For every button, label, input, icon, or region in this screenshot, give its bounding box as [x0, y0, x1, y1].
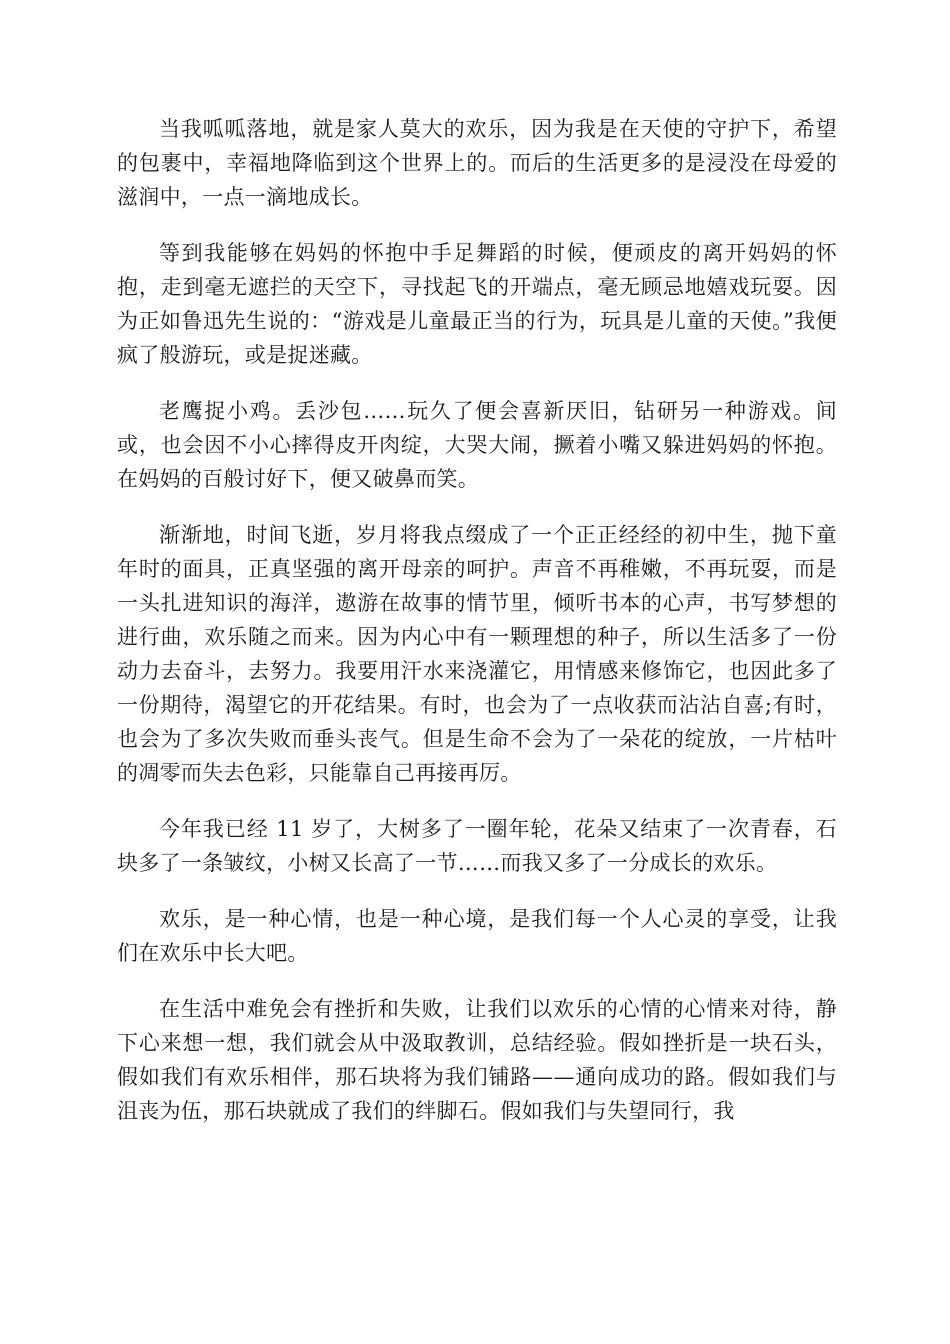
paragraph: 等到我能够在妈妈的怀抱中手足舞蹈的时候，便顽皮的离开妈妈的怀抱，走到毫无遮拦的天空下，寻找起飞的开端点，毫无顾忌地嬉戏玩耍。因为正如鲁迅先生说的：“游戏是儿童最正当的行为，玩具是儿童的天使。”我便疯了般游玩，或是捉迷藏。: [117, 241, 837, 367]
paragraph: 老鹰捉小鸡。丢沙包……玩久了便会喜新厌旧，钻研另一种游戏。间或，也会因不小心摔得皮开肉绽，大哭大闹，撅着小嘴又躲进妈妈的怀抱。在妈妈的百般讨好下，便又破鼻而笑。: [117, 399, 837, 491]
paragraph: 当我呱呱落地，就是家人莫大的欢乐，因为我是在天使的守护下，希望的包裹中，幸福地降临到这个世界上的。而后的生活更多的是浸没在母爱的滋润中，一点一滴地成长。: [117, 117, 837, 209]
paragraph: 今年我已经 11 岁了，大树多了一圈年轮，花朵又结束了一次青春，石块多了一条皱纹，小树又长高了一节……而我又多了一分成长的欢乐。: [117, 817, 837, 875]
paragraph: 在生活中难免会有挫折和失败，让我们以欢乐的心情的心情来对待，静下心来想一想，我们就会从中汲取教训，总结经验。假如挫折是一块石头，假如我们有欢乐相伴，那石块将为我们铺路——通向成功的路。假如我们与沮丧为伍，那石块就成了我们的绊脚石。假如我们与失望同行，我: [117, 997, 837, 1123]
paragraph: 渐渐地，时间飞逝，岁月将我点缀成了一个正正经经的初中生，抛下童年时的面具，正真坚强的离开母亲的呵护。声音不再稚嫩，不再玩耍，而是一头扎进知识的海洋，遨游在故事的情节里，倾听书本的心声，书写梦想的进行曲，欢乐随之而来。因为内心中有一颗理想的种子，所以生活多了一份动力去奋斗，去努力。我要用汗水来浇灌它，用情感来修饰它，也因此多了一份期待，渴望它的开花结果。有时，也会为了一点收获而沾沾自喜;有时，也会为了多次失败而垂头丧气。但是生命不会为了一朵花的绽放，一片枯叶的凋零而失去色彩，只能靠自己再接再厉。: [117, 523, 837, 785]
document-body: [117, 112, 837, 1150]
paragraph: 欢乐，是一种心情，也是一种心境，是我们每一个人心灵的享受，让我们在欢乐中长大吧。: [117, 907, 837, 965]
